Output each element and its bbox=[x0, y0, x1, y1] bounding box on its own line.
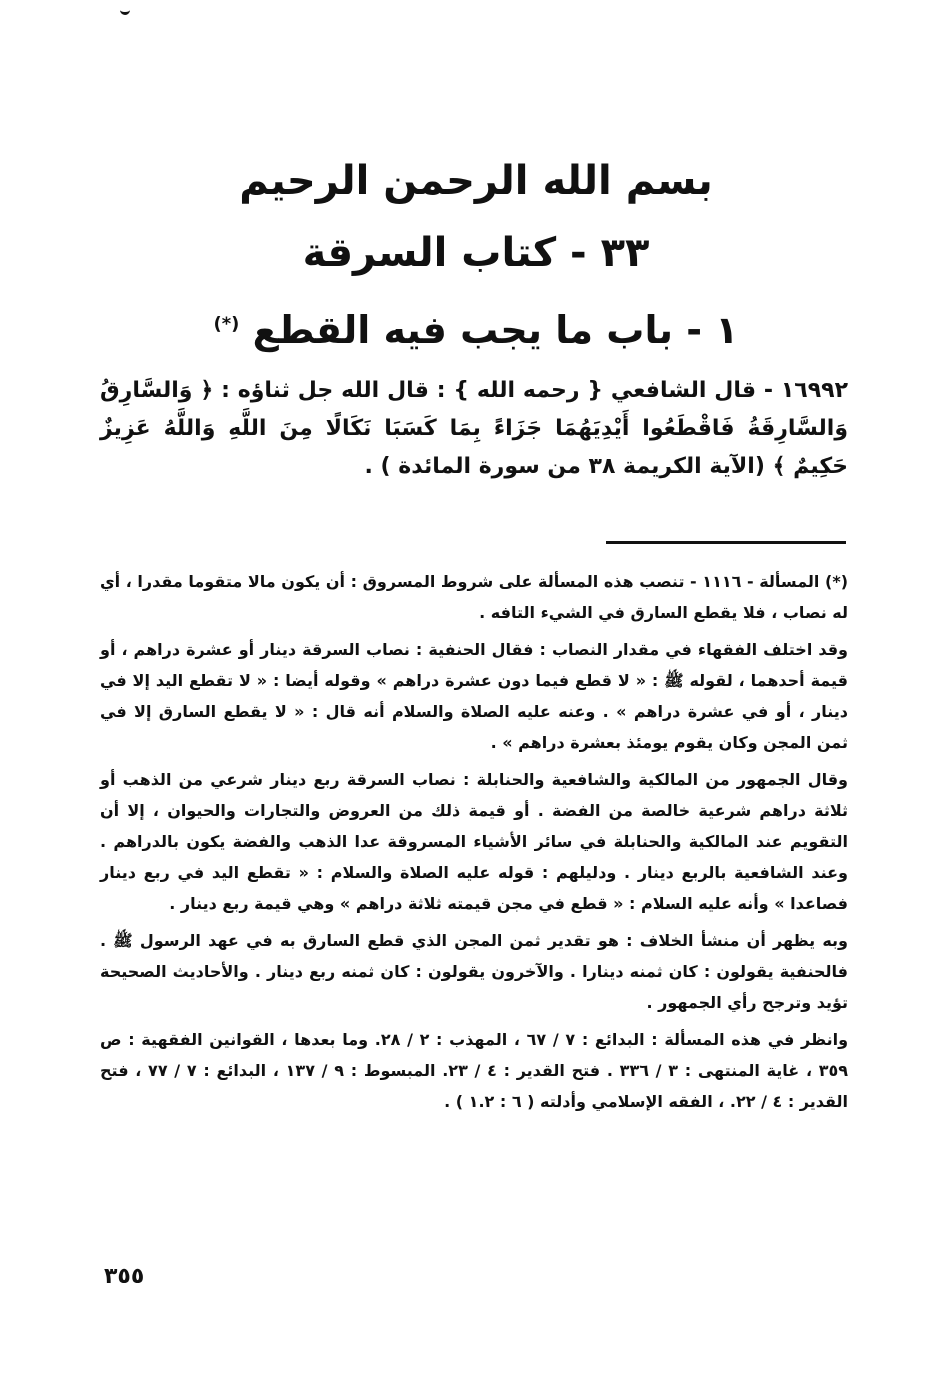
chapter-footnote-marker: (*) bbox=[213, 313, 240, 335]
footnote-paragraph: وانظر في هذه المسألة : البدائع : ٧ / ٦٧ ، المهذب : ٢ / ٢٨. وما بعدها ، القوانين الفقهية : ص ٣٥٩ ، غاية المنتهى : ٣ / ٣٣٦ . فتح القدير : ٤ / ٢٣. المبسوط : ٩ / ١٣٧ ، البدائع : ٧ / ٧٧ ، فتح القدير : ٤ / ٢٢. ، الفقه الإسلامي وأدلته ( ٦ : ١.٢ ) . bbox=[100, 1030, 849, 1111]
page-number: ٣٥٥ bbox=[104, 1264, 145, 1289]
footnote-paragraph: وبه يظهر أن منشأ الخلاف : هو تقدير ثمن المجن الذي قطع السارق به في عهد الرسول ﷺ . فالحنفية يقولون : كان ثمنه دينارا . والآخرون يقولون : كان ثمنه ربع دينار . والأحاديث الصحيحة تؤيد وترجح رأي الجمهور . bbox=[100, 931, 848, 1012]
chapter-title-text: ١ - باب ما يجب فيه القطع bbox=[252, 308, 739, 352]
footnote-divider bbox=[606, 541, 846, 544]
basmala-heading: بسم الله الرحمن الرحيم bbox=[239, 158, 713, 204]
page-corner-mark bbox=[120, 0, 130, 15]
footnote-paragraph: (*) المسألة - ١١١٦ - تنصب هذه المسألة على شروط المسروق : أن يكون مالا متقوما مقدرا ، أي له نصاب ، فلا يقطع السارق في الشيء التافه . bbox=[100, 572, 849, 622]
book-title: ٣٣ - كتاب السرقة bbox=[302, 230, 650, 276]
chapter-title bbox=[0, 308, 952, 352]
footnotes-section bbox=[100, 566, 848, 1123]
footnote-paragraph: وقال الجمهور من المالكية والشافعية والحنابلة : نصاب السرقة ربع دينار شرعي من الذهب أو ثلاثة دراهم شرعية خالصة من الفضة . أو قيمة ذلك من العروض والتجارات والحيوان ، إلا أن التقويم عند المالكية والحنابلة في سائر الأشياء المسروقة عدا الذهب والفضة يكون بالدراهم . وعند الشافعية بالربع دينار . ودليلهم : قوله عليه الصلاة والسلام : « تقطع اليد في ربع دينار فصاعدا » وأنه عليه السلام : « قطع في مجن قيمته ثلاثة دراهم » وهي قيمة ربع دينار . bbox=[100, 770, 848, 913]
footnote-paragraph: وقد اختلف الفقهاء في مقدار النصاب : فقال الحنفية : نصاب السرقة دينار أو عشرة دراهم ، أو قيمة أحدهما ، لقوله ﷺ : « لا قطع فيما دون عشرة دراهم » وقوله أيضا : « لا تقطع اليد إلا في دينار ، أو في عشرة دراهم » . وعنه عليه الصلاة والسلام أنه قال : « لا يقطع السارق إلا في ثمن المجن وكان يقوم يومئذ بعشرة دراهم » . bbox=[100, 640, 848, 752]
main-paragraph: ١٦٩٩٢ - قال الشافعي { رحمه الله } : قال الله جل ثناؤه : ﴿ وَالسَّارِقُ وَالسَّارِقَةُ فَاقْطَعُوا أَيْدِيَهُمَا جَزَاءً بِمَا كَسَبَا نَكَالًا مِنَ اللَّهِ وَاللَّهُ عَزِيزٌ حَكِيمٌ ﴾ (الآية الكريمة ٣٨ من سورة المائدة ) . bbox=[100, 378, 848, 479]
